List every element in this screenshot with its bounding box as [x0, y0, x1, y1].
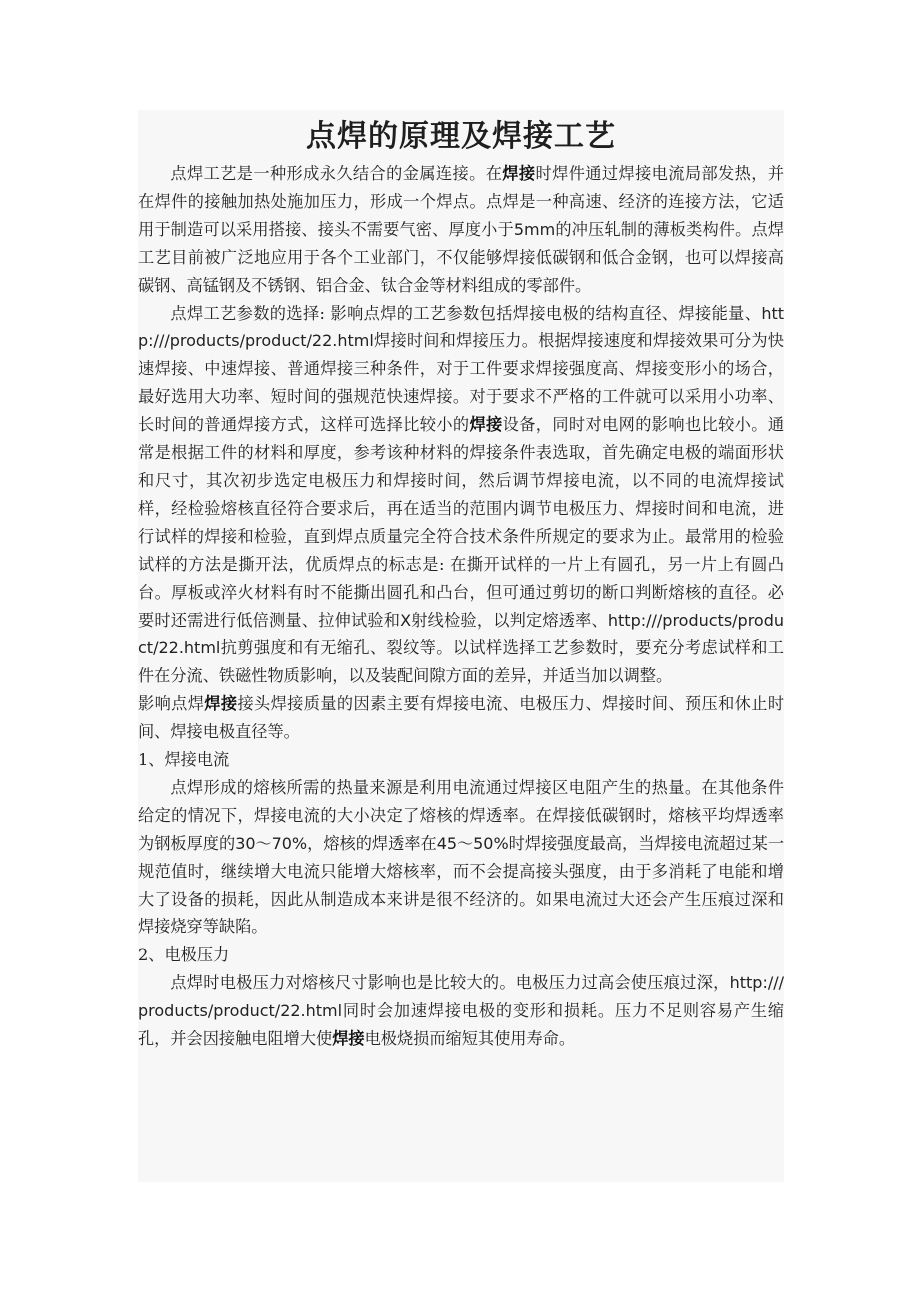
- text-run: 时焊件通过焊接电流局部发热，并在焊件的接触加热处施加压力，形成一个焊点。点焊是一种高速、经济的连接方法，它适用于制造可以采用搭接、接头不需要气密、厚度小于: [138, 164, 784, 239]
- text-run: 点焊工艺是一种形成永久结合的金属连接。在: [170, 164, 503, 183]
- section-heading-pressure: 2、电极压力: [138, 945, 230, 965]
- text-run: 电极烧损而缩短其使用寿命。: [364, 1029, 576, 1049]
- text-run: 设备，同时对电网的影响也比较小。通常是根据工件的材料和厚度，参考该种材料的焊接条件表选取，首先确定电极的端面形状和尺寸，其次初步选定电极压力和焊接时间，然后调节焊接电流，以不同的电流焊接试样，经检验熔核直径符合要求后，再在适当的范围内调节电极压力、焊接时间和电流，进行试样的焊接和检验，直到焊点质量完全符合技术条件所规定的要求为止。最常用的检验试样的方法是撕开法，优质焊点的标志是: 在撕开试样的一片上有圆孔，另一片上有圆凸台。厚板或淬火材料有时不能撕出圆孔和凸台，但可通过剪切的断口判断熔核的直径。必要时还需进行低倍测量、拉伸试验和: [138, 415, 784, 630]
- paragraph-factors: [138, 690, 784, 746]
- paragraph-intro: [138, 160, 784, 300]
- product-link[interactable]: http:///products/product/22.html: [138, 303, 784, 351]
- optimal-penetration-range: 45～50%: [436, 833, 509, 853]
- keyword-link[interactable]: 焊接: [204, 694, 238, 714]
- paragraph-parameters: [138, 300, 784, 691]
- penetration-range: 30～70%: [235, 833, 308, 853]
- text-run: 时焊接强度最高，当焊接电流超过某一规范值时，继续增大电流只能增大熔核率，而不会提高接头强度，由于多消耗了电能和增大了设备的损耗，因此从制造成本来讲是很不经济的。如果电流过大还会产生压痕过深和焊接烧穿等缺陷。: [138, 833, 784, 937]
- text-run: 焊接时间和焊接压力。根据焊接速度和焊接效果可分为快速焊接、中速焊接、普通焊接三种条件，对于工件要求焊接强度高、焊接变形小的场合，最好选用大功率、短时间的强规范快速焊接。对于要求不严格的工件就可以采用小功率、长时间的普通焊接方式，这样可选择比较小的: [138, 331, 784, 435]
- product-link[interactable]: http:///products/product/22.html: [138, 973, 784, 1021]
- keyword-link[interactable]: 焊接: [469, 415, 503, 435]
- document-body: [138, 160, 784, 1053]
- keyword-link[interactable]: 焊接: [332, 1029, 365, 1049]
- text-run: 点焊形成的熔核所需的热量来源是利用电流通过焊接区电阻产生的热量。在其他条件给定的情况下，焊接电流的大小决定了熔核的焊透率。在焊接低碳钢时，熔核平均焊透率为钢板厚度的: [138, 777, 784, 853]
- text-run: 接头焊接质量的因素主要有焊接电流、电极压力、焊接时间、预压和休止时间、焊接电极直径等。: [138, 694, 784, 742]
- text-run: 射线检验，以判定熔透率、: [411, 610, 608, 630]
- text-run: ，熔核的焊透率在: [307, 833, 437, 853]
- paragraph-current: [138, 774, 784, 941]
- text-run: 点焊时电极压力对熔核尺寸影响也是比较大的。电极压力过高会使压痕过深，: [170, 973, 730, 993]
- xray-letter: X: [400, 610, 412, 630]
- product-link[interactable]: http:///products/product/22.html: [138, 610, 784, 658]
- text-run: 影响点焊: [138, 694, 205, 714]
- text-run: 同时会加速焊接电极的变形和损耗。压力不足则容易产生缩孔，并会因接触电阻增大使: [138, 1001, 784, 1049]
- section-heading-current: 1、焊接电流: [138, 750, 230, 770]
- text-run: 抗剪强度和有无缩孔、裂纹等。以试样选择工艺参数时，要充分考虑试样和工件在分流、铁磁性物质影响，以及装配间隙方面的差异，并适当加以调整。: [138, 638, 784, 686]
- thickness-value: 5mm: [513, 219, 556, 239]
- keyword-link[interactable]: 焊接: [502, 164, 536, 183]
- text-run: 的冲压轧制的薄板类构件。点焊工艺目前被广泛地应用于各个工业部门，不仅能够焊接低碳钢和低合金钢，也可以焊接高碳钢、高锰钢及不锈钢、铝合金、钛合金等材料组成的零部件。: [138, 219, 784, 295]
- paragraph-pressure: [138, 969, 784, 1053]
- document-page: [138, 110, 784, 1182]
- text-run: 点焊工艺参数的选择: 影响点焊的工艺参数包括焊接电极的结构直径、焊接能量、: [170, 303, 762, 323]
- document-title: 点焊的原理及焊接工艺: [306, 119, 616, 154]
